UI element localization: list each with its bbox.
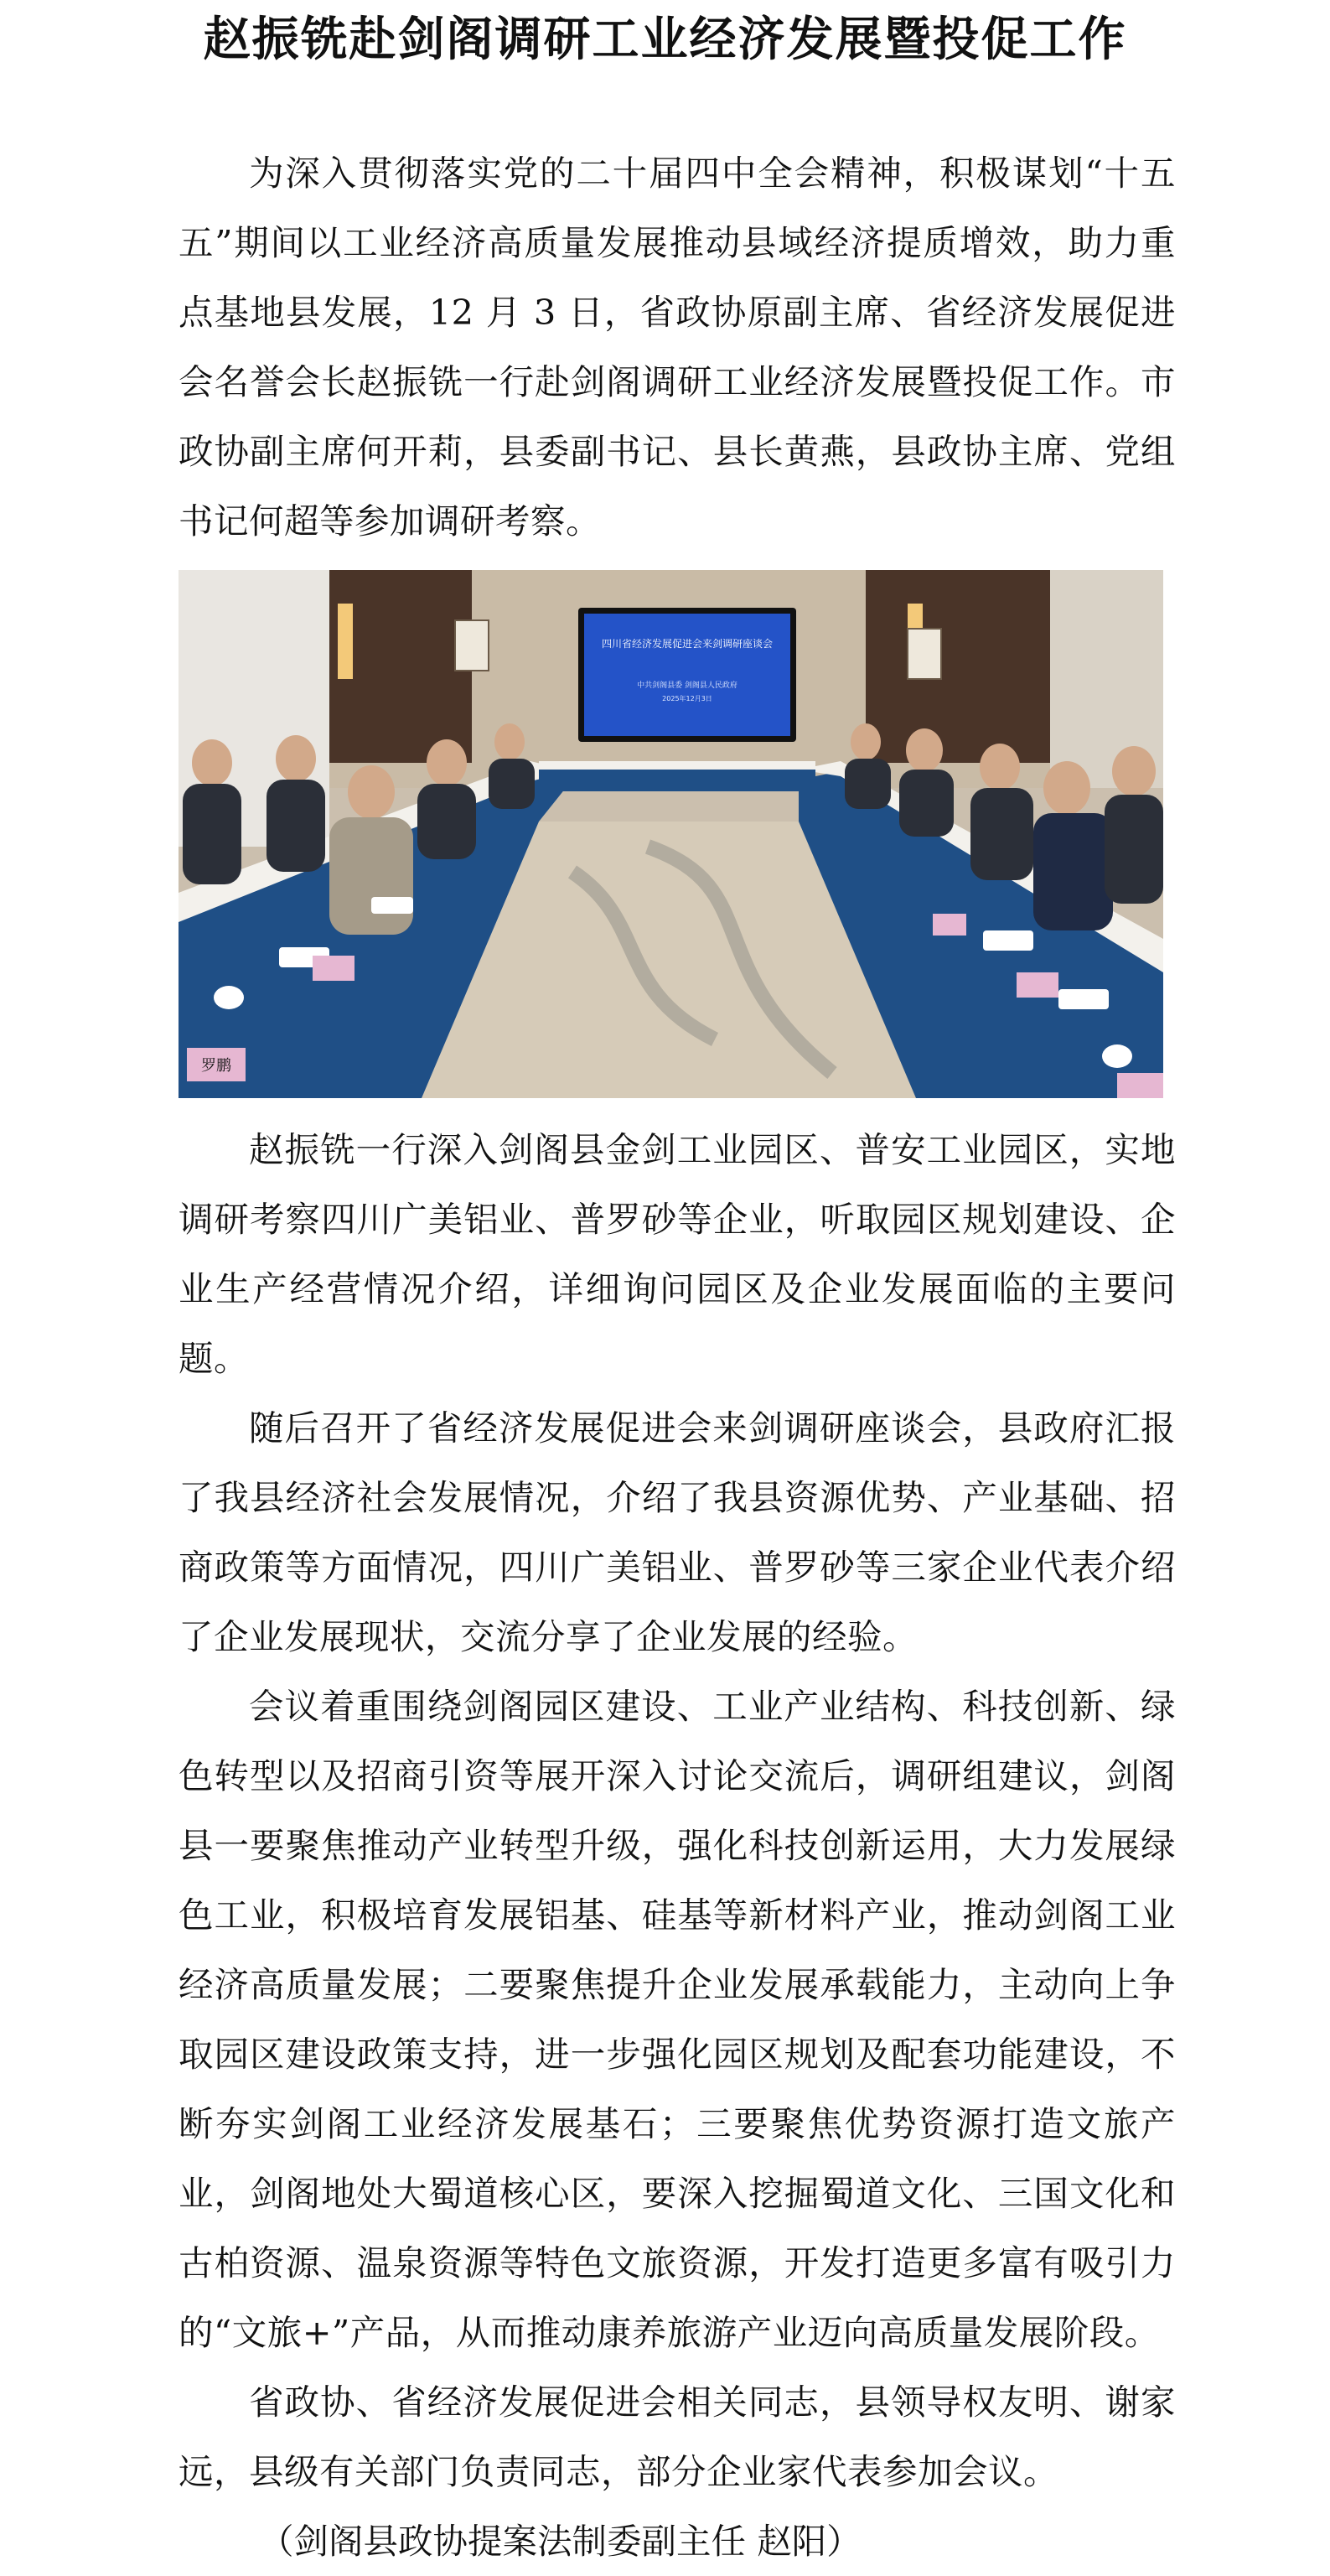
article-title: 赵振铣赴剑阁调研工业经济发展暨投促工作: [203, 13, 1127, 67]
paragraph-intro: 为深入贯彻落实党的二十届四中全会精神，积极谋划“十五五”期间以工业经济高质量发展推动县域经济提质增效，助力重点基地县发展，12 月 3 日，省政协原副主席、省经济发展促进会名誉会长赵振铣一行赴剑阁调研工业经济发展暨投促工作。市政协副主席何开莉，县委副书记、县长黄燕，县政协主席、党组书记何超等参加调研考察。: [179, 153, 1176, 542]
meeting-photo: [179, 570, 1163, 1098]
screen-date: 2025年12月3日: [662, 695, 712, 702]
article-byline: （剑阁县政协提案法制委副主任 赵阳）: [259, 2521, 862, 2562]
article-body-top: [179, 138, 1176, 556]
screen-subtitle: 中共剑阁县委 剑阁县人民政府: [637, 682, 737, 690]
paragraph-attendees: 省政协、省经济发展促进会相关同志，县领导权友明、谢家远，县级有关部门负责同志，部分企业家代表参加会议。: [179, 2382, 1176, 2492]
article-body-bottom: [179, 1115, 1176, 2576]
name-card-label: 罗鹏: [201, 1057, 231, 1075]
screen-title: 四川省经济发展促进会来剑调研座谈会: [601, 638, 774, 650]
paragraph-suggestions: 会议着重围绕剑阁园区建设、工业产业结构、科技创新、绿色转型以及招商引资等展开深入讨论交流后，调研组建议，剑阁县一要聚焦推动产业转型升级，强化科技创新运用，大力发展绿色工业，积极培育发展铝基、硅基等新材料产业，推动剑阁工业经济高质量发展；二要聚焦提升企业发展承载能力，主动向上争取园区建设政策支持，进一步强化园区规划及配套功能建设，不断夯实剑阁工业经济发展基石；三要聚焦优势资源打造文旅产业，剑阁地处大蜀道核心区，要深入挖掘蜀道文化、三国文化和古柏资源、温泉资源等特色文旅资源，开发打造更多富有吸引力的“文旅+”产品，从而推动康养旅游产业迈向高质量发展阶段。: [179, 1686, 1176, 2353]
paragraph-site-visit: 赵振铣一行深入剑阁县金剑工业园区、普安工业园区，实地调研考察四川广美铝业、普罗砂等企业，听取园区规划建设、企业生产经营情况介绍，详细询问园区及企业发展面临的主要问题。: [179, 1129, 1176, 1379]
paragraph-symposium: 随后召开了省经济发展促进会来剑调研座谈会，县政府汇报了我县经济社会发展情况，介绍了我县资源优势、产业基础、招商政策等方面情况，四川广美铝业、普罗砂等三家企业代表介绍了企业发展现状，交流分享了企业发展的经验。: [179, 1407, 1176, 1657]
